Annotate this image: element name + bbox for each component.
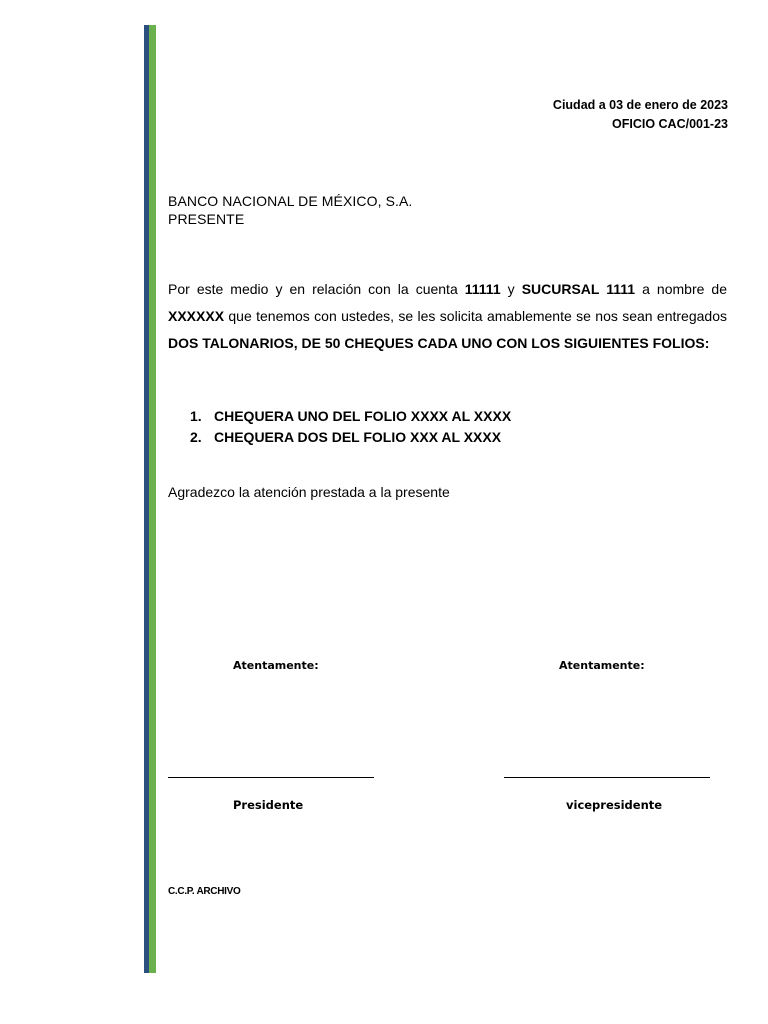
- body-text-2: y: [500, 281, 522, 297]
- role-vicepresident: vicepresidente: [566, 798, 663, 812]
- list-item-number: 1.: [190, 408, 202, 424]
- addressee-block: [168, 192, 412, 228]
- margin-bar-green: [149, 25, 156, 973]
- list-item: [168, 406, 511, 427]
- body-text-1: Por este medio y en relación con la cuenta: [168, 281, 465, 297]
- presente-label: PRESENTE: [168, 211, 245, 227]
- ccp-archive: C.C.P. ARCHIVO: [168, 886, 241, 897]
- list-item-number: 2.: [190, 429, 202, 445]
- closing-left: Atentamente:: [233, 659, 319, 672]
- thanks-line: Agradezco la atención prestada a la presente: [168, 484, 450, 500]
- signature-line-right: [504, 777, 710, 778]
- list-item: [168, 427, 511, 448]
- date-line: Ciudad a 03 de enero de 2023: [552, 98, 728, 112]
- account-number: 11111: [464, 281, 501, 297]
- role-president: Presidente: [233, 798, 304, 812]
- body-text-4: que tenemos con ustedes, se les solicita amablemente se nos sean entregados: [224, 308, 727, 324]
- closing-right: Atentamente:: [559, 659, 645, 672]
- body-paragraph: [168, 276, 727, 357]
- letter-header: [553, 96, 728, 134]
- bank-name: BANCO NACIONAL DE MÉXICO, S.A.: [168, 193, 413, 209]
- list-item-text: CHEQUERA UNO DEL FOLIO XXXX AL XXXX: [214, 408, 512, 424]
- body-text-3: a nombre de: [635, 281, 727, 297]
- signature-line-left: [168, 777, 374, 778]
- branch-number: SUCURSAL 1111: [521, 281, 636, 297]
- account-holder: XXXXXX: [168, 308, 225, 324]
- list-item-text: CHEQUERA DOS DEL FOLIO XXX AL XXXX: [214, 429, 502, 445]
- oficio-number: OFICIO CAC/001-23: [611, 117, 728, 131]
- request-text: DOS TALONARIOS, DE 50 CHEQUES CADA UNO CON LOS SIGUIENTES FOLIOS:: [168, 335, 710, 351]
- folio-list: [168, 406, 511, 448]
